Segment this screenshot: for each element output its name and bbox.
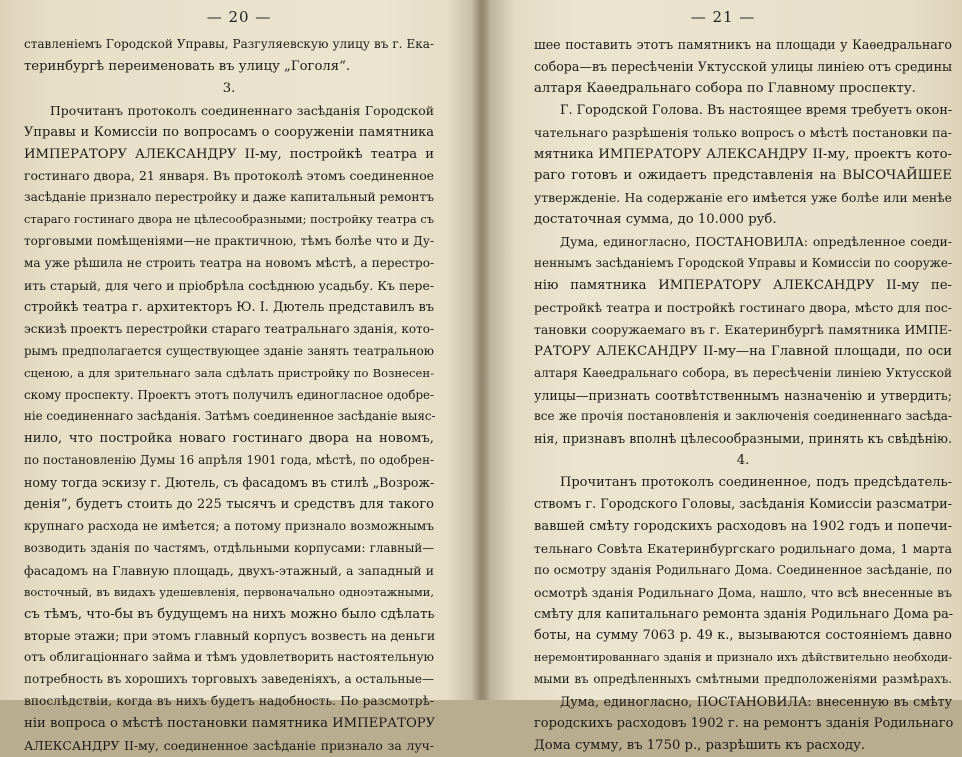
text-line: РАТОРУ АЛЕКСАНДРУ II-му—на Главной площади, по оси xyxy=(534,343,952,359)
text-line: скому проспекту. Проектъ этотъ получилъ единогласное одобре- xyxy=(24,387,434,402)
text-line: гостинаго двора, 21 января. Въ протоколѣ этомъ соединенное xyxy=(24,168,434,184)
gutter-shadow-left xyxy=(448,0,484,700)
text-line: Прочитанъ протоколъ соединенное, подъ предсѣдатель- xyxy=(560,475,952,491)
text-line: ма уже рѣшила не строить театра на новомъ мѣстѣ, а перестро- xyxy=(24,256,434,271)
text-line: Управы и Комиссіи по вопросамъ о сооруженіи памятника xyxy=(24,124,434,140)
right-page-text xyxy=(534,34,952,757)
text-line: раго готовъ и ожидаетъ представленія на ВЫСОЧАЙШЕЕ xyxy=(534,168,952,184)
text-line: алтаря Каѳедральнаго собора по Главному проспекту. xyxy=(534,80,916,96)
text-line: ИМПЕРАТОРУ АЛЕКСАНДРУ II-му, постройкѣ театра и xyxy=(24,146,434,162)
text-line: торговыми помѣщеніями—не практичною, тѣмъ болѣе что и Ду- xyxy=(24,234,434,249)
text-line: все же прочія постановленія и заключенія соединеннаго засѣда- xyxy=(534,409,952,424)
text-line: Г. Городской Голова. Въ настоящее время требуетъ окон- xyxy=(560,102,953,118)
text-line: крупнаго расхода не имѣется; а потому признало возможнымъ xyxy=(24,518,434,533)
text-line: ніе соединеннаго засѣданія. Затѣмъ соединенное засѣданіе выяс- xyxy=(24,409,436,424)
text-line: тановки сооружаемаго въ г. Екатеринбургѣ памятника ИМПЕ- xyxy=(534,321,952,337)
text-line: чательнаго разрѣшенія только вопросъ о мѣстѣ постановки па- xyxy=(534,124,952,140)
text-line: засѣданіе признало перестройку и даже капитальный ремонтъ xyxy=(24,190,434,205)
right-page xyxy=(484,0,962,753)
text-line: ставленіемъ Городской Управы, Разгуляевскую улицу въ г. Ека- xyxy=(24,37,434,51)
text-line: ному тогда эскизу г. Дютель, съ фасадомъ въ стилѣ „Возрож- xyxy=(24,475,435,491)
gutter-shadow-right xyxy=(484,0,514,700)
text-line: неннымъ засѣданіемъ Городской Управы и Комиссіи по сооруже- xyxy=(534,256,952,271)
text-line: стройкѣ театра г. архитекторъ Ю. I. Дютель представилъ въ xyxy=(24,299,434,315)
section-number: 3. xyxy=(222,80,236,96)
text-line: достаточная сумма, до 10.000 руб. xyxy=(534,212,777,228)
text-line: фасадомъ на Главную площадь, двухъ-этажный, а западный и xyxy=(24,562,434,578)
text-line: по осмотру зданія Родильнаго Дома. Соединенное засѣданіе, по xyxy=(534,562,952,577)
text-line: эскизѣ проектъ перестройки стараго театральнаго зданія, кото- xyxy=(24,321,435,336)
text-line: теринбургѣ переименовать въ улицу „Гоголя“. xyxy=(24,58,351,74)
left-page xyxy=(0,0,478,753)
text-line: мятника ИМПЕРАТОРУ АЛЕКСАНДРУ II-му, проектъ кото- xyxy=(534,146,952,162)
text-line: восточный, въ видахъ удешевленія, первоначально одноэтажными, xyxy=(24,584,434,599)
text-line: вторые этажи; при этомъ главный корпусъ возвесть на деньги xyxy=(24,628,436,644)
text-line: ніи вопроса о мѣстѣ постановки памятника ИМПЕРАТОРУ xyxy=(24,716,436,732)
text-line: улицы—признать соотвѣтственнымъ назначенію и утвердить; xyxy=(534,387,952,403)
text-line: сценою, а для зрительнаго зала сдѣлать пристройку по Вознесен- xyxy=(24,365,434,380)
text-line: рымъ предполагается существующее зданіе занять театральною xyxy=(24,343,434,358)
page-number-left: — 20 — xyxy=(206,8,272,26)
text-line: впослѣдствіи, когда въ нихъ будетъ надобность. По разсмотрѣ- xyxy=(24,694,434,709)
text-line: рестройкѣ театра и постройкѣ гостинаго двора, мѣсто для пос- xyxy=(534,299,952,315)
text-line: ствомъ г. Городского Головы, засѣданія Комиссіи разсматри- xyxy=(534,497,952,513)
text-line: мыми въ опредѣленныхъ смѣтными предположеніями размѣрахъ. xyxy=(534,672,952,687)
text-line: неремонтированнаго зданія и признало ихъ дѣйствительно необходи- xyxy=(534,651,952,665)
text-line: Дома сумму, въ 1750 р., разрѣшить къ расходу. xyxy=(534,738,866,753)
text-line: осмотрѣ зданія Родильнаго Дома, нашло, что всѣ внесенные въ xyxy=(534,584,952,600)
text-line: вавшей смѣту городскихъ расходовъ на 1902 годъ и попечи- xyxy=(534,518,952,534)
text-line: Прочитанъ протоколъ соединеннаго засѣданія Городской xyxy=(50,102,434,118)
text-line: возводить зданія по частямъ, отдѣльными корпусами: главный— xyxy=(24,540,434,555)
text-line: тельнаго Совѣта Екатеринбургскаго родильнаго дома, 1 марта xyxy=(534,540,952,556)
text-line: стараго гостинаго двора не цѣлесообразными; постройку театра съ xyxy=(24,212,434,227)
text-line: Дума, единогласно, ПОСТАНОВИЛА: внесенную въ смѣту xyxy=(560,694,952,710)
left-page-text xyxy=(24,34,434,757)
text-line: смѣту для капитальнаго ремонта зданія Родильнаго Дома ра- xyxy=(534,606,954,622)
text-line: нило, что постройка новаго гостинаго двора на новомъ, xyxy=(24,431,434,447)
text-line: собора—въ пересѣченіи Уктусской улицы линіею отъ средины xyxy=(534,58,952,74)
page-number-right: — 21 — xyxy=(690,8,756,26)
text-line: Дума, единогласно, ПОСТАНОВИЛА: опредѣленное соеди- xyxy=(560,234,952,250)
text-line: съ тѣмъ, что-бы въ будущемъ на нихъ можно было сдѣлать xyxy=(24,606,435,622)
text-line: денія“, будетъ стоить до 225 тысячъ и средствъ для такого xyxy=(24,497,434,513)
text-line: нію памятника ИМПЕРАТОРУ АЛЕКСАНДРУ II-му пе- xyxy=(534,277,952,293)
text-line: потребность въ хорошихъ торговыхъ заведеніяхъ, а остальные— xyxy=(24,672,434,687)
text-line: отъ облигаціоннаго займа и тѣмъ удовлетворить настоятельную xyxy=(24,650,434,665)
text-line: алтаря Каѳедральнаго собора, въ пересѣченіи линіею Уктусской xyxy=(534,365,952,380)
text-line: городскихъ расходовъ 1902 г. на ремонтъ зданія Родильнаго xyxy=(534,716,954,732)
section-number: 4. xyxy=(736,453,750,469)
text-line: ить старый, для чего и пріобрѣла сосѣднюю усадьбу. Къ пере- xyxy=(24,277,434,293)
text-line: боты, на сумму 7063 р. 49 к., вызываются состояніемъ давно xyxy=(534,628,952,644)
text-line: по постановленію Думы 16 апрѣля 1901 года, мѣстѣ, по одобрен- xyxy=(24,453,434,468)
text-line: утвержденіе. На содержаніе его имѣется уже болѣе или менѣе xyxy=(534,190,952,206)
text-line: нія, признавъ вполнѣ цѣлесообразными, принять къ свѣдѣнію. xyxy=(534,431,952,447)
text-line: шее поставить этотъ памятникъ на площади у Каѳедральнаго xyxy=(534,37,952,52)
text-line: АЛЕКСАНДРУ II-му, соединенное засѣданіе признало за луч- xyxy=(24,738,434,753)
